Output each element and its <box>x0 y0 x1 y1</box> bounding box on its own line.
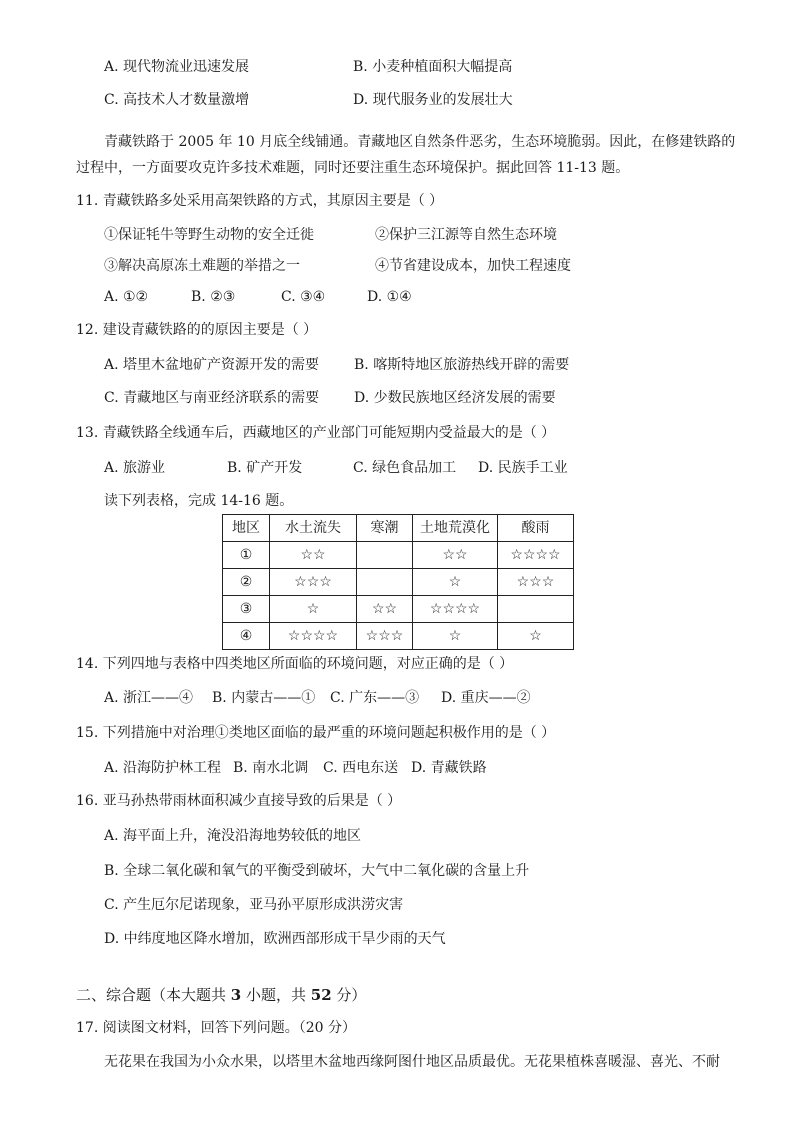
section-2-question-count: 3 <box>230 986 242 1004</box>
q12-option-a: A. 塔里木盆地矿产资源开发的需要 <box>104 357 320 373</box>
table-cell: ☆☆ <box>357 596 413 623</box>
section-2-heading-pre: 二、综合题（本大题共 <box>76 986 231 1004</box>
q17-stem: 17. 阅读图文材料，回答下列问题。（20 分） <box>76 1020 356 1036</box>
q13-stem: 13. 青藏铁路全线通车后，西藏地区的产业部门可能短期内受益最大的是（ ） <box>76 425 556 441</box>
q11-stem: 11. 青藏铁路多处采用高架铁路的方式，其原因主要是（ ） <box>76 193 444 209</box>
q10-option-b: B. 小麦种植面积大幅提高 <box>353 59 513 75</box>
q11-option-d: D. ①④ <box>367 289 412 305</box>
section-2-heading <box>76 988 366 1003</box>
q12-stem: 12. 建设青藏铁路的的原因主要是（ ） <box>76 322 318 338</box>
q15-option-c: C. 西电东送 <box>323 760 399 776</box>
q10-option-c: C. 高技术人才数量激增 <box>104 92 250 108</box>
table-header: 土地荒漠化 <box>413 515 498 542</box>
table-cell <box>357 542 413 569</box>
table-cell: ☆ <box>413 623 498 650</box>
q16-option-d: D. 中纬度地区降水增加，欧洲西部形成干旱少雨的天气 <box>104 931 446 947</box>
table-cell: ① <box>223 542 270 569</box>
table-cell: ☆☆☆ <box>357 623 413 650</box>
table-intro: 读下列表格，完成 14-16 题。 <box>104 493 294 509</box>
q13-option-a: A. 旅游业 <box>104 460 166 476</box>
table-header: 地区 <box>223 515 270 542</box>
q13-option-d: D. 民族手工业 <box>478 460 568 476</box>
q15-stem: 15. 下列措施中对治理①类地区面临的最严重的环境问题起积极作用的是（ ） <box>76 725 556 741</box>
q14-option-b: B. 内蒙古——① <box>212 690 316 706</box>
q15-option-b: B. 南水北调 <box>233 760 309 776</box>
q12-option-d: D. 少数民族地区经济发展的需要 <box>354 390 556 406</box>
q11-option-b: B. ②③ <box>191 289 236 305</box>
environment-problems-table <box>222 514 574 650</box>
table-row <box>223 596 574 623</box>
table-row <box>223 569 574 596</box>
q11-item-3: ③解决高原冻土难题的举措之一 <box>104 258 300 274</box>
q15-option-d: D. 青藏铁路 <box>411 760 487 776</box>
q11-item-2: ②保护三江源等自然生态环境 <box>375 227 557 243</box>
table-cell: ☆☆ <box>413 542 498 569</box>
passage-line-2: 过程中，一方面要攻克许多技术难题，同时还要注重生态环境保护。据此回答 11-13 题。 <box>76 160 630 176</box>
q16-stem: 16. 亚马孙热带雨林面积减少直接导致的后果是（ ） <box>76 793 402 809</box>
table-cell: ☆☆ <box>270 542 357 569</box>
table-cell: ④ <box>223 623 270 650</box>
passage-line-1: 青藏铁路于 2005 年 10 月底全线铺通。青藏地区自然条件恶劣，生态环境脆弱。因此，在修建铁路的 <box>104 134 736 150</box>
q11-option-c: C. ③④ <box>281 289 326 305</box>
table-cell <box>498 596 574 623</box>
q16-option-b: B. 全球二氧化碳和氧气的平衡受到破坏，大气中二氧化碳的含量上升 <box>104 863 530 879</box>
q11-item-4: ④节省建设成本，加快工程速度 <box>375 258 571 274</box>
table-row <box>223 623 574 650</box>
table-header: 酸雨 <box>498 515 574 542</box>
table-cell: ☆☆☆☆ <box>498 542 574 569</box>
q12-option-c: C. 青藏地区与南亚经济联系的需要 <box>104 390 320 406</box>
q10-option-a: A. 现代物流业迅速发展 <box>104 59 250 75</box>
table-cell: ☆ <box>413 569 498 596</box>
q14-stem: 14. 下列四地与表格中四类地区所面临的环境问题，对应正确的是（ ） <box>76 656 514 672</box>
section-2-heading-mid: 小题，共 <box>241 986 311 1004</box>
table-header: 寒潮 <box>357 515 413 542</box>
table-cell <box>357 569 413 596</box>
table-header: 水土流失 <box>270 515 357 542</box>
q11-option-a: A. ①② <box>104 289 149 305</box>
table-cell: ② <box>223 569 270 596</box>
q14-option-c: C. 广东——③ <box>330 690 420 706</box>
q16-option-a: A. 海平面上升，淹没沿海地势较低的地区 <box>104 828 362 844</box>
table-cell: ☆☆☆☆ <box>413 596 498 623</box>
q15-option-a: A. 沿海防护林工程 <box>104 760 222 776</box>
table-cell: ☆ <box>270 596 357 623</box>
q13-option-b: B. 矿产开发 <box>227 460 303 476</box>
section-2-heading-post: 分） <box>331 986 367 1004</box>
q17-passage: 无花果在我国为小众水果，以塔里木盆地西缘阿图什地区品质最优。无花果植株喜暖湿、喜光、不耐 <box>104 1054 720 1070</box>
q10-option-d: D. 现代服务业的发展壮大 <box>353 92 513 108</box>
table-header-row <box>223 515 574 542</box>
table-cell: ☆☆☆☆ <box>270 623 357 650</box>
table-cell: ☆☆☆ <box>498 569 574 596</box>
q14-option-a: A. 浙江——④ <box>104 690 194 706</box>
q16-option-c: C. 产生厄尔尼诺现象，亚马孙平原形成洪涝灾害 <box>104 897 404 913</box>
section-2-score: 52 <box>310 986 332 1004</box>
table-cell: ☆ <box>498 623 574 650</box>
table-row <box>223 542 574 569</box>
table-cell: ☆☆☆ <box>270 569 357 596</box>
q14-option-d: D. 重庆——② <box>441 690 531 706</box>
q13-option-c: C. 绿色食品加工 <box>353 460 457 476</box>
q11-item-1: ①保证牦牛等野生动物的安全迁徙 <box>104 227 314 243</box>
table-cell: ③ <box>223 596 270 623</box>
q12-option-b: B. 喀斯特地区旅游热线开辟的需要 <box>354 357 570 373</box>
